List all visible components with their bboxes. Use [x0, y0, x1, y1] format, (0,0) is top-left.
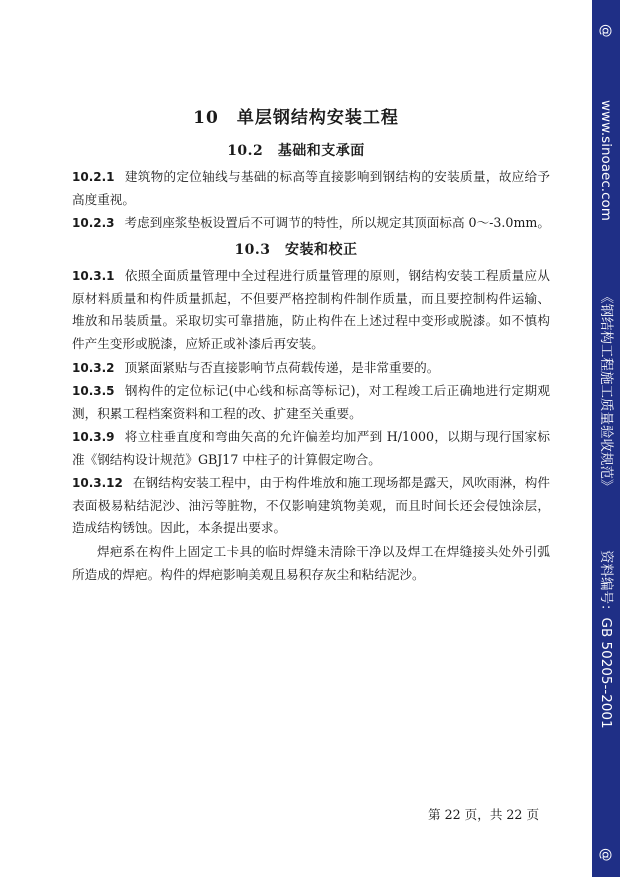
clause-number: 10.3.12 — [72, 476, 123, 490]
website-link[interactable]: www.sinoaec.com — [598, 100, 614, 221]
document-id: 资料编号：GB 50205--2001 — [598, 550, 614, 729]
clause-number: 10.3.9 — [72, 430, 115, 444]
paragraph-10-3-9 — [72, 426, 550, 471]
at-symbol-bottom: @ — [598, 848, 614, 862]
clause-number: 10.2.3 — [72, 216, 115, 230]
chapter-title: 10 单层钢结构安装工程 — [193, 108, 399, 128]
paragraph-10-2-1 — [72, 166, 550, 211]
spec-title: 《钢结构工程施工质量验收规范》 — [598, 290, 614, 493]
at-symbol-top: @ — [598, 24, 614, 38]
side-banner — [592, 0, 620, 877]
clause-number: 10.3.2 — [72, 361, 115, 375]
paragraph-10-2-3 — [72, 212, 550, 235]
paragraph-10-3-12 — [72, 472, 550, 540]
section-heading-10-2: 10.2 基础和支承面 — [227, 143, 365, 159]
section-heading-10-3: 10.3 安装和校正 — [234, 242, 358, 258]
clause-text: 依照全面质量管理中全过程进行质量管理的原则，钢结构安装工程质量应从原材料质量和构件质量抓起，不但要严格控制构件制作质量，而且要控制构件运输、堆放和吊装质量。采取切实可靠措施，防止构件在上述过程中变形或脱漆。如不慎构件产生变形或脱漆，应矫正或补漆后再安装。 — [72, 268, 550, 351]
clause-text: 考虑到座浆垫板设置后不可调节的特性，所以规定其顶面标高 0～-3.0mm。 — [124, 215, 550, 230]
paragraph-10-3-1 — [72, 265, 550, 355]
clause-number: 10.3.1 — [72, 269, 115, 283]
paragraph-weld-scar-note: 焊疤系在构件上固定工卡具的临时焊缝未清除干净以及焊工在焊缝接头处外引弧所造成的焊疤。构件的焊疤影响美观且易积存灰尘和粘结泥沙。 — [72, 544, 550, 582]
clause-number: 10.3.5 — [72, 384, 115, 398]
clause-text: 钢构件的定位标记(中心线和标高等标记)，对工程竣工后正确地进行定期观测，积累工程档案资料和工程的改、扩建至关重要。 — [72, 383, 550, 421]
clause-text: 将立柱垂直度和弯曲矢高的允许偏差均加严到 H/1000，以期与现行国家标准《钢结构设计规范》GBJ17 中柱子的计算假定吻合。 — [72, 429, 550, 467]
paragraph-10-3-2 — [72, 357, 550, 380]
page-number: 第 22 页，共 22 页 — [428, 807, 540, 822]
side-banner-text — [592, 0, 620, 877]
clause-text: 建筑物的定位轴线与基础的标高等直接影响到钢结构的安装质量，故应给予高度重视。 — [72, 169, 550, 207]
clause-text: 顶紧面紧贴与否直接影响节点荷载传递，是非常重要的。 — [124, 360, 440, 375]
paragraph-10-3-5 — [72, 380, 550, 425]
clause-text: 在钢结构安装工程中，由于构件堆放和施工现场都是露天，风吹雨淋，构件表面极易粘结泥沙、油污等脏物，不仅影响建筑物美观，而且时间长还会侵蚀涂层，造成结构锈蚀。因此，本条提出要求。 — [72, 475, 550, 536]
clause-number: 10.2.1 — [72, 170, 115, 184]
